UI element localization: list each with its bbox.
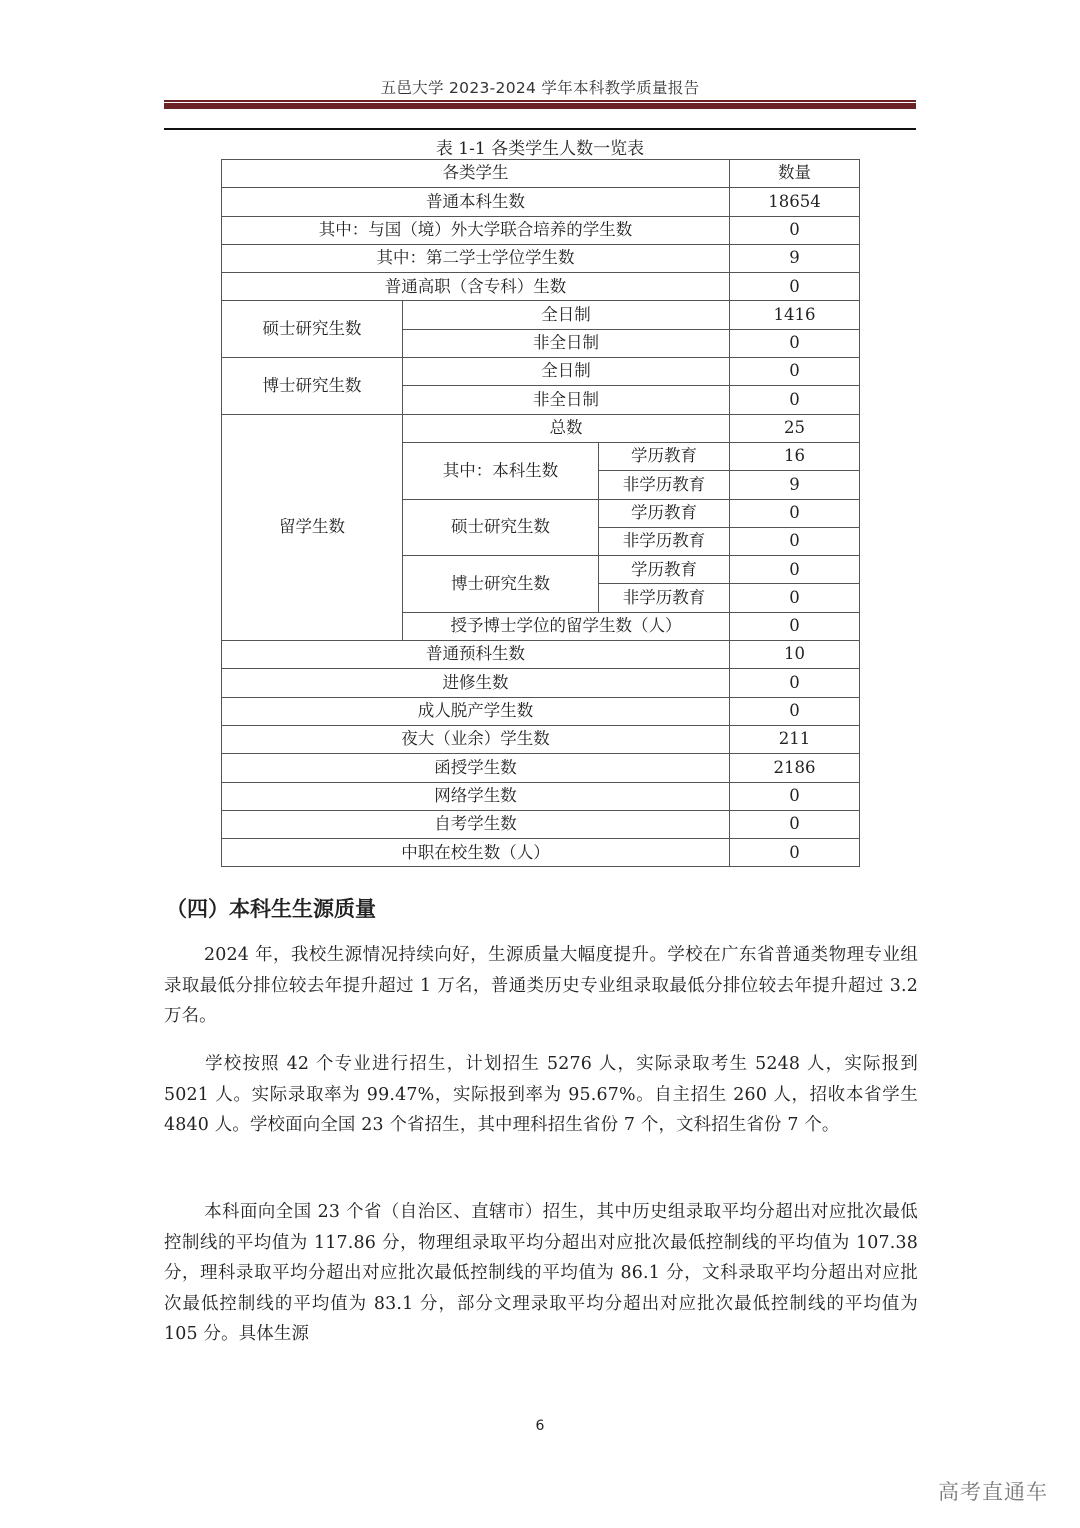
- row-label: 自考学生数: [222, 810, 730, 838]
- row-label: 授予博士学位的留学生数（人）: [403, 612, 730, 640]
- table-caption: 表 1-1 各类学生人数一览表: [435, 139, 645, 159]
- row-value: 9: [730, 244, 860, 272]
- row-label: 普通预科生数: [222, 641, 730, 669]
- group-label: 硕士研究生数: [222, 301, 403, 358]
- row-label: 全日制: [403, 301, 730, 329]
- row-label: 非全日制: [403, 329, 730, 357]
- row-value: 0: [730, 386, 860, 414]
- row-label: 学历教育: [599, 499, 730, 527]
- column-header-category: 各类学生: [222, 160, 730, 188]
- row-value: 10: [730, 641, 860, 669]
- row-value: 0: [730, 556, 860, 584]
- student-count-table: [221, 159, 860, 867]
- table-row: [222, 244, 860, 272]
- row-value: 0: [730, 810, 860, 838]
- row-label: 学历教育: [599, 556, 730, 584]
- row-label: 其中：第二学士学位学生数: [222, 244, 730, 272]
- table-row: [222, 641, 860, 669]
- row-value: 0: [730, 839, 860, 867]
- table-row: [222, 273, 860, 301]
- table-row: [222, 725, 860, 753]
- row-label: 中职在校生数（人）: [222, 839, 730, 867]
- row-value: 0: [730, 697, 860, 725]
- row-label: 进修生数: [222, 669, 730, 697]
- header-rule-black: [164, 128, 916, 130]
- row-label: 函授学生数: [222, 754, 730, 782]
- row-value: 0: [730, 584, 860, 612]
- row-value: 9: [730, 471, 860, 499]
- paragraph-text: 学校按照 42 个专业进行招生，计划招生 5276 人，实际录取考生 5248 人，实际报到 5021 人。实际录取率为 99.47%，实际报到率为 95.67%。自主招生 260 人，招收本省学生 4840 人。学校面向全国 23 个省招生，其中理科招生省份 7 个，文科招生省份 7 个。: [164, 1054, 918, 1135]
- row-label: 非学历教育: [599, 471, 730, 499]
- table-row: [222, 782, 860, 810]
- row-label: 其中：与国（境）外大学联合培养的学生数: [222, 216, 730, 244]
- row-value: 18654: [730, 188, 860, 216]
- section-heading: （四）本科生生源质量: [166, 897, 376, 921]
- row-label: 全日制: [403, 358, 730, 386]
- row-label: 总数: [403, 414, 730, 442]
- row-value: 0: [730, 612, 860, 640]
- table-row: [222, 414, 860, 442]
- row-value: 25: [730, 414, 860, 442]
- row-value: 0: [730, 669, 860, 697]
- subgroup-label: 其中：本科生数: [403, 442, 599, 499]
- page-header-title: 五邑大学 2023-2024 学年本科教学质量报告: [380, 79, 700, 97]
- row-value: 211: [730, 725, 860, 753]
- header-rule-thick: [164, 103, 916, 109]
- watermark-label: 高考直通车: [938, 1480, 1048, 1504]
- table-row: [222, 358, 860, 386]
- row-value: 0: [730, 527, 860, 555]
- page-number: 6: [535, 1418, 545, 1434]
- row-value: 0: [730, 273, 860, 301]
- table-row: [222, 188, 860, 216]
- row-value: 1416: [730, 301, 860, 329]
- subgroup-label: 博士研究生数: [403, 556, 599, 613]
- row-label: 非全日制: [403, 386, 730, 414]
- row-value: 0: [730, 329, 860, 357]
- paragraph-2: [164, 1049, 918, 1141]
- paragraph-1: [164, 940, 918, 1032]
- table-header-row: [222, 160, 860, 188]
- table-row: [222, 754, 860, 782]
- table-row: [222, 839, 860, 867]
- row-label: 成人脱产学生数: [222, 697, 730, 725]
- subgroup-label: 硕士研究生数: [403, 499, 599, 556]
- row-label: 非学历教育: [599, 584, 730, 612]
- row-value: 16: [730, 442, 860, 470]
- row-value: 0: [730, 216, 860, 244]
- paragraph-text: 本科面向全国 23 个省（自治区、直辖市）招生，其中历史组录取平均分超出对应批次最低控制线的平均值为 117.86 分，物理组录取平均分超出对应批次最低控制线的平均值为 107.38 分，理科录取平均分超出对应批次最低控制线的平均值为 86.1 分，文科录取平均分超出对应批次最低控制线的平均值为 83.1 分，部分文理录取平均分超出对应批次最低控制线的平均值为 105 分。具体生源: [164, 1202, 918, 1344]
- table-row: [222, 216, 860, 244]
- table-row: [222, 697, 860, 725]
- row-value: 0: [730, 499, 860, 527]
- header-rule-thin: [164, 100, 916, 102]
- table-row: [222, 810, 860, 838]
- paragraph-3: [164, 1197, 918, 1350]
- row-value: 2186: [730, 754, 860, 782]
- group-label: 留学生数: [222, 414, 403, 640]
- row-value: 0: [730, 358, 860, 386]
- row-label: 非学历教育: [599, 527, 730, 555]
- row-label: 普通本科生数: [222, 188, 730, 216]
- row-label: 学历教育: [599, 442, 730, 470]
- paragraph-text: 2024 年，我校生源情况持续向好，生源质量大幅度提升。学校在广东省普通类物理专业组录取最低分排位较去年提升超过 1 万名，普通类历史专业组录取最低分排位较去年提升超过 3.2 万名。: [164, 945, 918, 1026]
- group-label: 博士研究生数: [222, 358, 403, 415]
- row-label: 夜大（业余）学生数: [222, 725, 730, 753]
- table-row: [222, 301, 860, 329]
- row-label: 网络学生数: [222, 782, 730, 810]
- table-row: [222, 669, 860, 697]
- row-value: 0: [730, 782, 860, 810]
- row-label: 普通高职（含专科）生数: [222, 273, 730, 301]
- column-header-count: 数量: [730, 160, 860, 188]
